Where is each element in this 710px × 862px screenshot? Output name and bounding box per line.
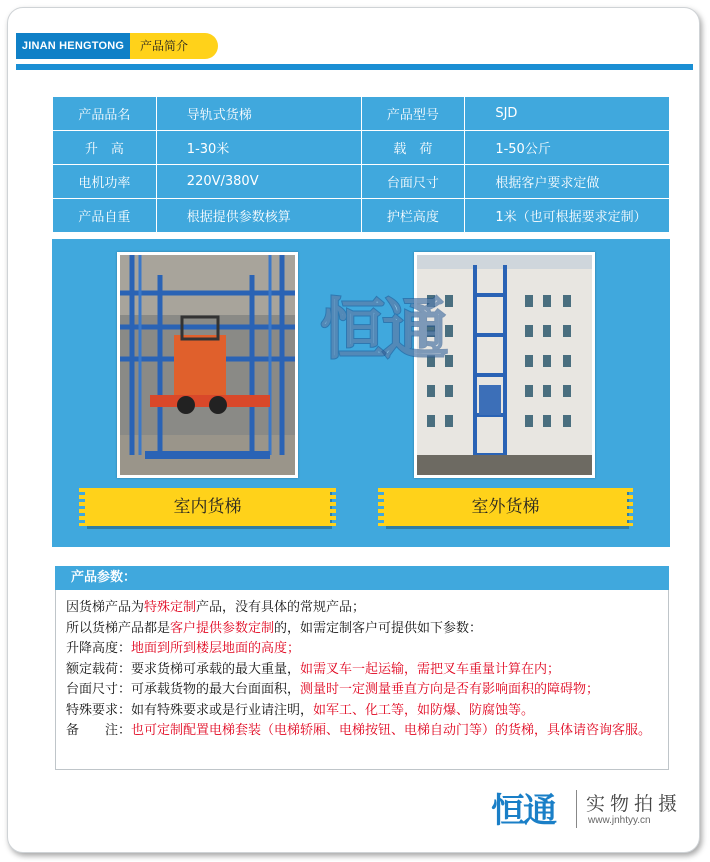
brand-label: JINAN HENGTONG xyxy=(16,33,130,59)
spec-label: 护栏高度 xyxy=(361,199,465,233)
section-tab-product-intro: 产品简介 xyxy=(130,33,218,59)
footer-logo xyxy=(478,788,568,830)
spec-value: 1-30米 xyxy=(156,131,361,165)
params-line xyxy=(66,660,658,681)
spec-row xyxy=(53,131,670,165)
params-line xyxy=(66,639,658,660)
footer-divider xyxy=(576,790,577,828)
watermark-logo: 恒通 xyxy=(320,291,444,368)
spec-value: 1米（也可根据要求定制） xyxy=(465,199,670,233)
params-line xyxy=(66,701,658,722)
highlight-text: 地面到所到楼层地面的高度； xyxy=(131,641,301,656)
indoor-lift-label: 室内货梯 xyxy=(85,488,330,526)
footer-title: 实物拍摄 xyxy=(586,793,683,815)
highlight-text: 测量时一定测量垂直方向是否有影响面积的障碍物； xyxy=(300,682,600,697)
spec-row xyxy=(53,97,670,131)
params-line xyxy=(66,721,658,742)
spec-value: 导轨式货梯 xyxy=(156,97,361,131)
spec-label: 台面尺寸 xyxy=(361,165,465,199)
outdoor-lift-label: 室外货梯 xyxy=(384,488,627,526)
params-body xyxy=(55,590,669,770)
text: 备 注： xyxy=(66,723,132,738)
spec-row xyxy=(53,199,670,233)
text: 特殊要求：如有特殊要求或是行业请注明， xyxy=(66,702,314,718)
spec-label: 升 高 xyxy=(53,131,157,165)
text: 的，如需定制客户可提供如下参数： xyxy=(274,620,483,636)
highlight-text: 客户提供参数定制 xyxy=(170,620,275,636)
spec-label: 产品品名 xyxy=(53,97,157,131)
text: 因货梯产品为 xyxy=(66,600,145,615)
params-title: 产品参数： xyxy=(55,566,669,590)
text: 台面尺寸：可承载货物的最大台面面积， xyxy=(66,682,301,697)
params-line xyxy=(66,598,658,619)
params-line xyxy=(66,619,658,640)
text: 产品，没有具体的常规产品； xyxy=(196,600,366,615)
highlight-text: 如军工、化工等，如防爆、防腐蚀等。 xyxy=(313,702,535,718)
spec-label: 产品型号 xyxy=(361,97,465,131)
header-divider xyxy=(16,64,693,70)
product-gallery xyxy=(52,239,670,547)
spec-value: SJD xyxy=(465,97,670,131)
indoor-lift-photo xyxy=(117,252,298,478)
spec-row xyxy=(53,165,670,199)
spec-value: 220V/380V xyxy=(156,165,361,199)
spec-value: 1-50公斤 xyxy=(465,131,670,165)
spec-table xyxy=(52,96,670,233)
highlight-text: 特殊定制 xyxy=(144,600,197,615)
highlight-text: 如需叉车一起运输，需把叉车重量计算在内； xyxy=(300,661,561,677)
spec-label: 电机功率 xyxy=(53,165,157,199)
spec-label: 产品自重 xyxy=(53,199,157,233)
highlight-text: 也可定制配置电梯套装（电梯轿厢、电梯按钮、电梯自动门等）的货梯，具体请咨询客服。 xyxy=(131,723,652,738)
footer-logo-text: 恒通 xyxy=(491,791,555,830)
footer-url: www.jnhtyy.cn xyxy=(588,815,651,826)
text: 所以货梯产品都是 xyxy=(66,620,171,636)
text: 升降高度： xyxy=(66,641,132,656)
spec-label: 载 荷 xyxy=(361,131,465,165)
params-line xyxy=(66,680,658,701)
text: 额定载荷：要求货梯可承载的最大重量， xyxy=(66,661,301,677)
spec-value: 根据提供参数核算 xyxy=(156,199,361,233)
spec-value: 根据客户要求定做 xyxy=(465,165,670,199)
